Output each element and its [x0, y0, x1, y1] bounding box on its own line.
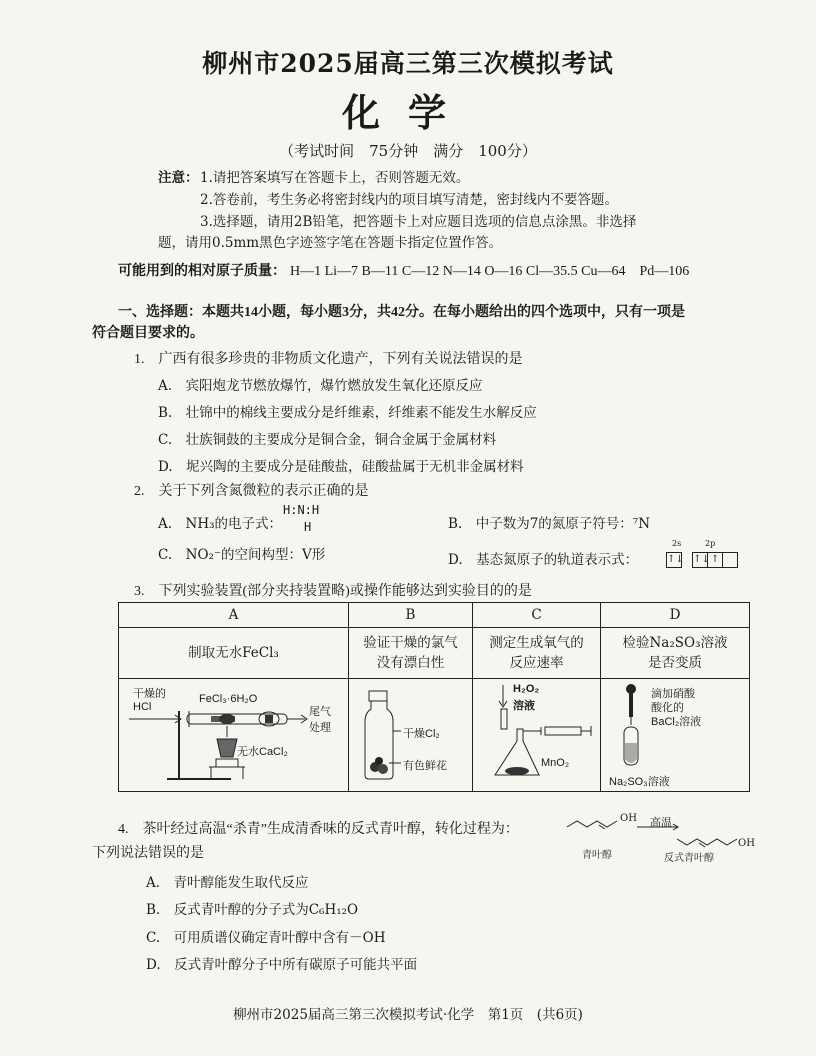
label-d-line1: 滴加硝酸 — [651, 688, 695, 700]
page-footer: 柳州市2025届高三第三次模拟考试·化学 第1页 (共6页) — [233, 1007, 583, 1023]
orbital-2s-box: ↑↓ — [666, 552, 682, 568]
apparatus-a — [119, 679, 349, 792]
table-header-b: B — [349, 603, 473, 628]
q4-option-a: A. 青叶醇能发生取代反应 — [146, 875, 309, 891]
apparatus-c-drawing — [473, 679, 601, 791]
purpose-c — [473, 628, 601, 679]
orbital-2p-box-1: ↑↓ — [692, 552, 708, 568]
label-tail-gas: 尾气 — [309, 706, 331, 718]
purpose-a-text: 制取无水FeCl₃ — [188, 645, 279, 661]
atomic-mass-values: H—1 Li—7 B—11 C—12 N—14 O—16 Cl—35.5 Cu—64 Pd—106 — [290, 264, 690, 279]
q4-stem: 4. 茶叶经过高温“杀青”生成清香味的反式青叶醇，转化过程为： — [118, 822, 519, 837]
name-trans-leaf-alcohol: 反式青叶醇 — [664, 853, 714, 864]
oh-label-2: OH — [738, 838, 755, 849]
q4-option-b: B. 反式青叶醇的分子式为C₆H₁₂O — [146, 902, 359, 918]
orbital-2p-box-2: ↑ — [708, 552, 723, 568]
heat-label: 高温 — [650, 816, 672, 829]
label-solution: 溶液 — [513, 700, 535, 712]
purpose-d-line1: 检验Na₂SO₃溶液 — [622, 635, 728, 651]
q1-option-c: C. 壮族铜鼓的主要成分是铜合金，铜合金属于金属材料 — [158, 432, 497, 448]
orbital-2p-box-3 — [723, 552, 738, 568]
experiment-table — [118, 602, 750, 792]
purpose-d-line2: 是否变质 — [648, 655, 702, 671]
nh3-electron-formula: H:N:H — [283, 503, 320, 517]
apparatus-b — [349, 679, 473, 792]
oh-label-1: OH — [620, 813, 637, 824]
label-hcl: HCl — [133, 701, 152, 713]
orbital-diagram — [666, 549, 738, 568]
label-dry: 干燥的 — [133, 688, 166, 700]
table-header-d: D — [601, 603, 750, 628]
purpose-a — [119, 628, 349, 679]
label-na2so3: Na₂SO₃溶液 — [609, 776, 670, 788]
subject-title: 化学 — [341, 90, 474, 135]
purpose-b-line1: 验证干燥的氯气 — [363, 635, 458, 651]
q2-option-a: A. NH₃的电子式： — [158, 516, 283, 532]
q4-option-c: C. 可用质谱仪确定青叶醇中含有－OH — [146, 930, 386, 946]
q2-option-d: D. 基态氮原子的轨道表示式： — [448, 552, 639, 568]
note-line-2: 2.答卷前，考生务必将密封线内的项目填写清楚，密封线内不要答题。 — [200, 192, 618, 208]
exam-info: （考试时间 75分钟 满分 100分） — [279, 142, 537, 160]
purpose-b-line2: 没有漂白性 — [376, 655, 445, 671]
exam-title: 柳州市2025届高三第三次模拟考试 — [202, 49, 614, 78]
orbital-2p-label: 2p — [705, 539, 716, 548]
q2-option-c: C. NO₂⁻的空间构型：V形 — [158, 547, 326, 563]
notes-label: 注意： — [158, 170, 199, 186]
q1-option-b: B. 壮锦中的棉线主要成分是纤维素，纤维素不能发生水解反应 — [158, 405, 537, 421]
purpose-c-line2: 反应速率 — [509, 655, 564, 671]
label-treatment: 处理 — [309, 722, 331, 734]
q2-option-b: B. 中子数为7的氮原子符号：⁷N — [448, 516, 651, 532]
apparatus-d — [601, 679, 750, 792]
q4-stem-cont: 下列说法错误的是 — [92, 846, 204, 861]
q1-option-d: D. 坭兴陶的主要成分是硅酸盐，硅酸盐属于无机非金属材料 — [158, 459, 524, 475]
purpose-d — [601, 628, 750, 679]
label-d-line3: BaCl₂溶液 — [651, 716, 702, 728]
table-header-c: C — [473, 603, 601, 628]
section-1-heading: 一、选择题：本题共14小题，每小题3分，共42分。在每小题给出的四个选项中，只有一项是 — [118, 305, 685, 320]
orbital-2s-label: 2s — [672, 539, 682, 548]
table-header-a: A — [119, 603, 349, 628]
label-fecl3-hydrate: FeCl₃·6H₂O — [199, 693, 258, 705]
q3-stem: 3. 下列实验装置(部分夹持装置略)或操作能够达到实验目的的是 — [134, 584, 532, 599]
label-cacl2: 无水CaCl₂ — [237, 746, 288, 758]
atomic-mass-label: 可能用到的相对原子质量： — [118, 264, 286, 279]
q4-option-d: D. 反式青叶醇分子中所有碳原子可能共平面 — [146, 957, 418, 973]
purpose-b — [349, 628, 473, 679]
label-d-line2: 酸化的 — [651, 702, 684, 714]
note-line-3: 3.选择题，请用2B铅笔，把答题卡上对应题目选项的信息点涂黑。非选择 — [200, 214, 637, 230]
label-h2o2: H₂O₂ — [513, 683, 540, 695]
q1-option-a: A. 宾阳炮龙节燃放爆竹，爆竹燃放发生氧化还原反应 — [158, 378, 483, 394]
label-flower: 有色鲜花 — [403, 760, 447, 772]
nh3-bottom-h: H — [304, 520, 312, 534]
note-line-1: 1.请把答案填写在答题卡上，否则答题无效。 — [200, 170, 470, 186]
q2-stem: 2. 关于下列含氮微粒的表示正确的是 — [134, 484, 369, 499]
section-1-heading-cont: 符合题目要求的。 — [92, 326, 204, 341]
apparatus-c — [473, 679, 601, 792]
purpose-c-line1: 测定生成氧气的 — [489, 635, 584, 651]
label-mno2: MnO₂ — [541, 757, 570, 769]
q1-stem: 1. 广西有很多珍贵的非物质文化遗产，下列有关说法错误的是 — [134, 352, 523, 367]
label-dry-cl2: 干燥Cl₂ — [403, 728, 440, 740]
note-line-4: 题，请用0.5mm黑色字迹签字笔在答题卡指定位置作答。 — [158, 235, 503, 251]
name-leaf-alcohol: 青叶醇 — [582, 850, 612, 861]
